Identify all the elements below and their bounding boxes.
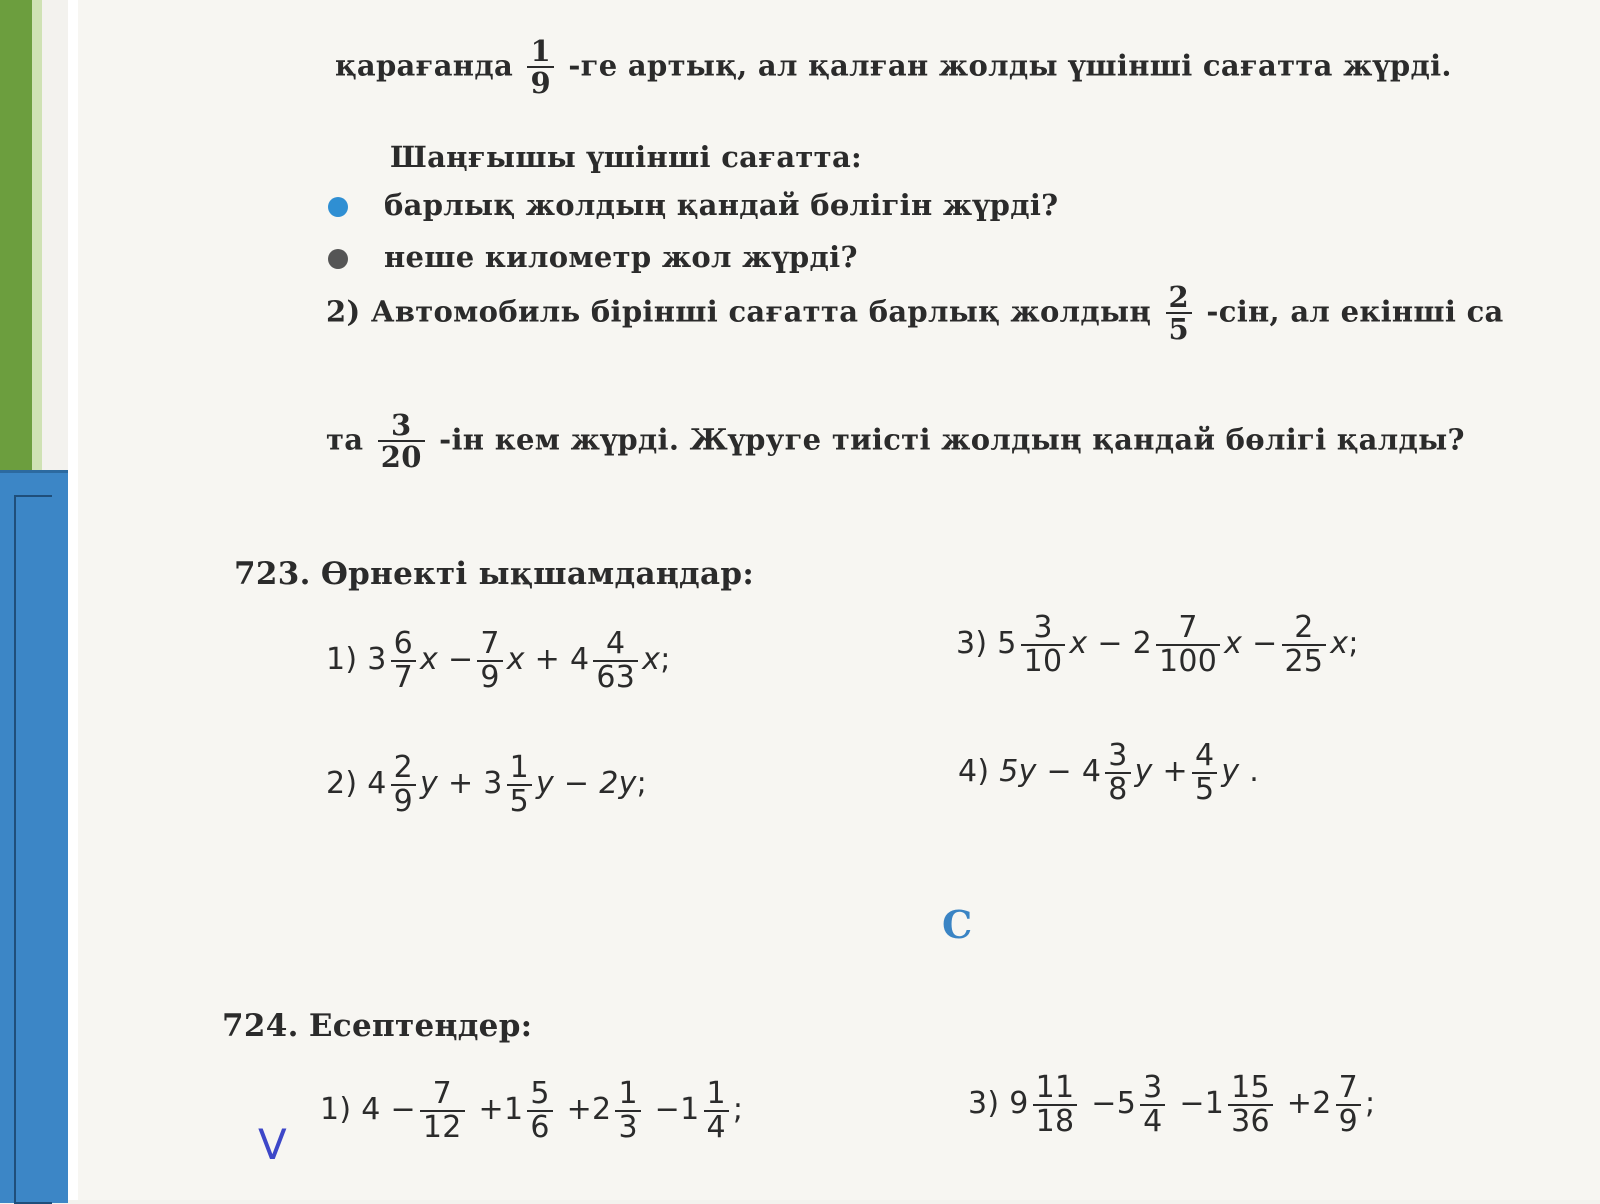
ex723-item-3: 3) 5 $\frac{3}{10}$ x − 2 $\frac{7}{100}$ x − $\frac{2}{25}$ x; [956,610,1359,679]
bullet-item-2: неше километр жол жүрді? [328,240,858,274]
ex724-item-3: 3) 9 $\frac{11}{18}$ −5 $\frac{3}{4}$ −1 $\frac{15}{36}$ +2 $\frac{7}{9}$ ; [968,1070,1376,1139]
fraction: $\frac{2}{5}$ [1166,282,1192,345]
p2-line1 [326,282,1504,345]
exercise-number: 724. [222,1008,299,1044]
exercise-title: Есептеңдер: [308,1008,533,1044]
question-intro: Шаңғышы үшінші сағатта: [390,140,863,174]
exercise-724-header [222,1008,532,1044]
exercise-723-header [234,556,754,592]
ex723-item-2: 2) 4 $\frac{2}{9}$ y + 3 $\frac{1}{5}$ y − 2y; [326,750,648,819]
ex723-item-4: 4) 5y − 4 $\frac{3}{8}$ y + $\frac{4}{5}$ y . [958,738,1260,807]
p2-line1-rest: -сін, ал екінші са [1206,294,1504,329]
bullet-dot-icon [328,249,348,269]
exercise-title: Өрнекті ықшамдаңдар: [320,556,755,592]
p2-line2-rest: -ін кем жүрді. Жүруге тиісті жолдың қандай бөлігі қалды? [439,422,1465,457]
section-letter: C [942,902,973,947]
handwritten-check-mark: V [258,1120,287,1169]
p2-label: 2) [326,294,361,329]
ex723-item-1: 1) 3 $\frac{6}{7}$ x − $\frac{7}{9}$ x + 4 $\frac{4}{63}$ x; [326,626,671,695]
exercise-number: 723. [234,556,311,592]
p2-line1-text: Автомобиль бірінші сағатта барлық жолдың [370,294,1152,329]
fraction: $\frac{3}{20}$ [378,410,425,473]
fraction: $\frac{1}{9}$ [527,36,553,99]
p2-line2: та $\frac{3}{20}$ -ін кем жүрді. Жүруге тиісті жолдың қандай бөлігі қалды? [326,408,1465,475]
p1-line1-rest: -ге артық, ал қалған жолды үшінші сағатта жүрді. [568,48,1452,83]
bullet-dot-icon [328,197,348,217]
p1-line1-text: қарағанда [335,48,514,83]
ex724-item-1: 1) 4 − $\frac{7}{12}$ +1 $\frac{5}{6}$ +2 $\frac{1}{3}$ −1 $\frac{1}{4}$ ; [320,1076,744,1145]
bullet-item-1: барлық жолдың қандай бөлігін жүрді? [328,188,1058,222]
page-edge [68,0,78,1200]
p1-line1 [335,36,1452,99]
book-edge-blue-frame [14,495,52,1204]
